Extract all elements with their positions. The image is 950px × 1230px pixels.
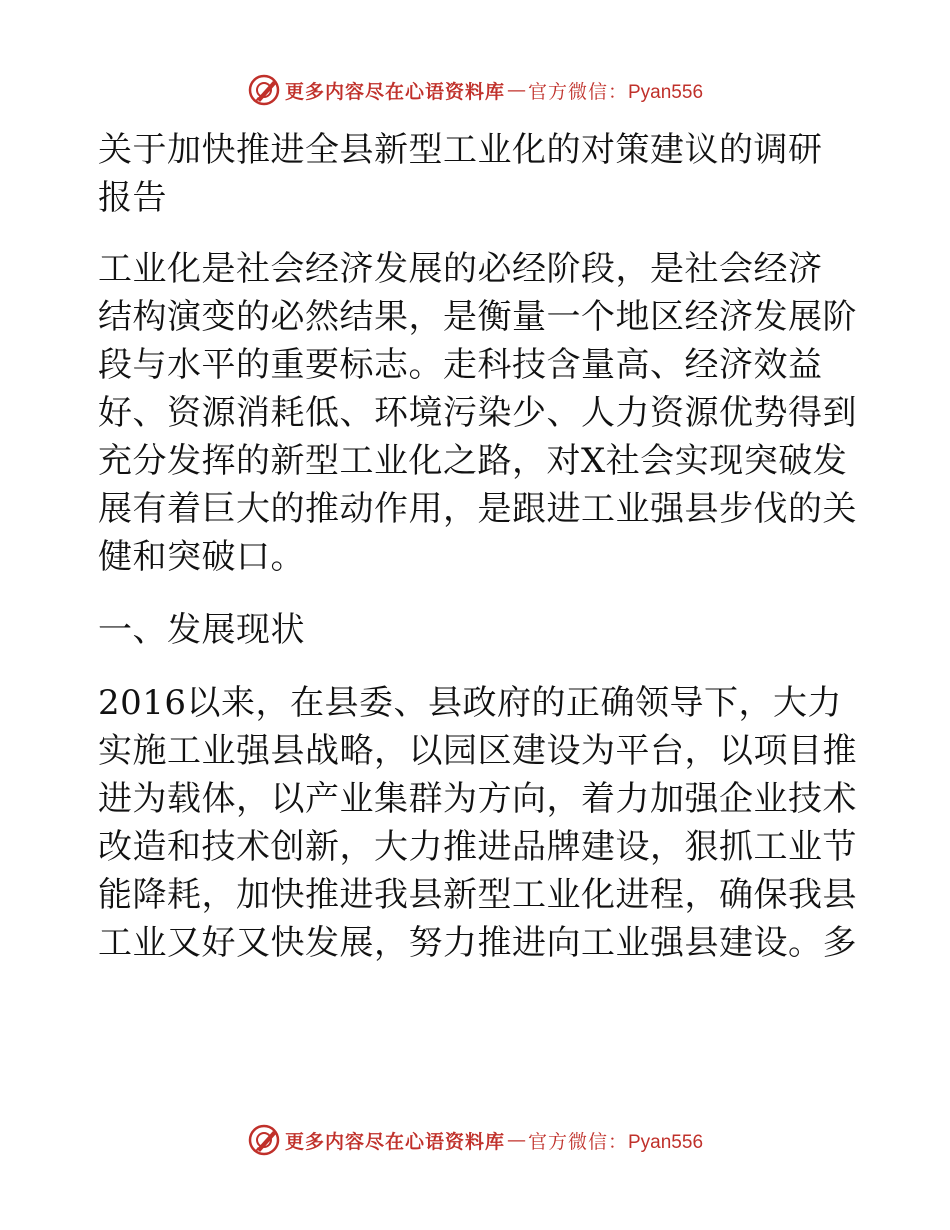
section-heading: 一、发展现状: [98, 610, 305, 650]
paragraph1-line: 段与水平的重要标志。走科技含量高、经济效益: [98, 345, 823, 385]
banner-dash: —: [506, 79, 526, 101]
paragraph2-line: 实施工业强县战略，以园区建设为平台，以项目推: [98, 731, 857, 771]
paragraph2-line: 能降耗，加快推进我县新型工业化进程，确保我县: [98, 875, 857, 915]
paragraph1-line: 健和突破口。: [98, 537, 305, 577]
document-body: [98, 126, 858, 967]
paragraph2-line: 2016以来，在县委、县政府的正确领导下，大力: [98, 683, 843, 723]
banner-wechat-prefix: 官方微信：: [527, 1130, 628, 1153]
paragraph1-line: 展有着巨大的推动作用，是跟进工业强县步伐的关: [98, 489, 857, 529]
document-title-line-1: 关于加快推进全县新型工业化的对策建议的调研: [98, 130, 823, 170]
banner-brand-text: 更多内容尽在心语资料库: [284, 1130, 505, 1153]
paragraph1-line: 结构演变的必然结果，是衡量一个地区经济发展阶: [98, 297, 857, 337]
paragraph2-line: 工业又好又快发展，努力推进向工业强县建设。多: [98, 923, 857, 963]
paragraph1-line: 好、资源消耗低、环境污染少、人力资源优势得到: [98, 393, 857, 433]
paragraph1-line: 工业化是社会经济发展的必经阶段，是社会经济: [98, 249, 823, 289]
banner-brand-text: 更多内容尽在心语资料库: [284, 80, 505, 103]
banner-wechat-label: [528, 1127, 703, 1154]
paragraph2-line: 进为载体，以产业集群为方向，着力加强企业技术: [98, 779, 857, 819]
paragraph1-line: 充分发挥的新型工业化之路，对X社会实现突破发: [98, 441, 848, 481]
brand-logo-icon: [247, 1123, 281, 1157]
banner-dash: —: [506, 1129, 526, 1151]
brand-logo-icon: [247, 73, 281, 107]
banner-wechat-label: [528, 77, 703, 104]
banner-wechat-prefix: 官方微信：: [527, 80, 628, 103]
banner-wechat-id: Pyan556: [628, 81, 704, 103]
paragraph2-line: 改造和技术创新，大力推进品牌建设，狠抓工业节: [98, 827, 857, 867]
header-watermark-banner: [0, 70, 950, 110]
footer-watermark-banner: [0, 1120, 950, 1160]
banner-wechat-id: Pyan556: [628, 1131, 704, 1153]
document-title-line-2: 报告: [98, 178, 167, 218]
